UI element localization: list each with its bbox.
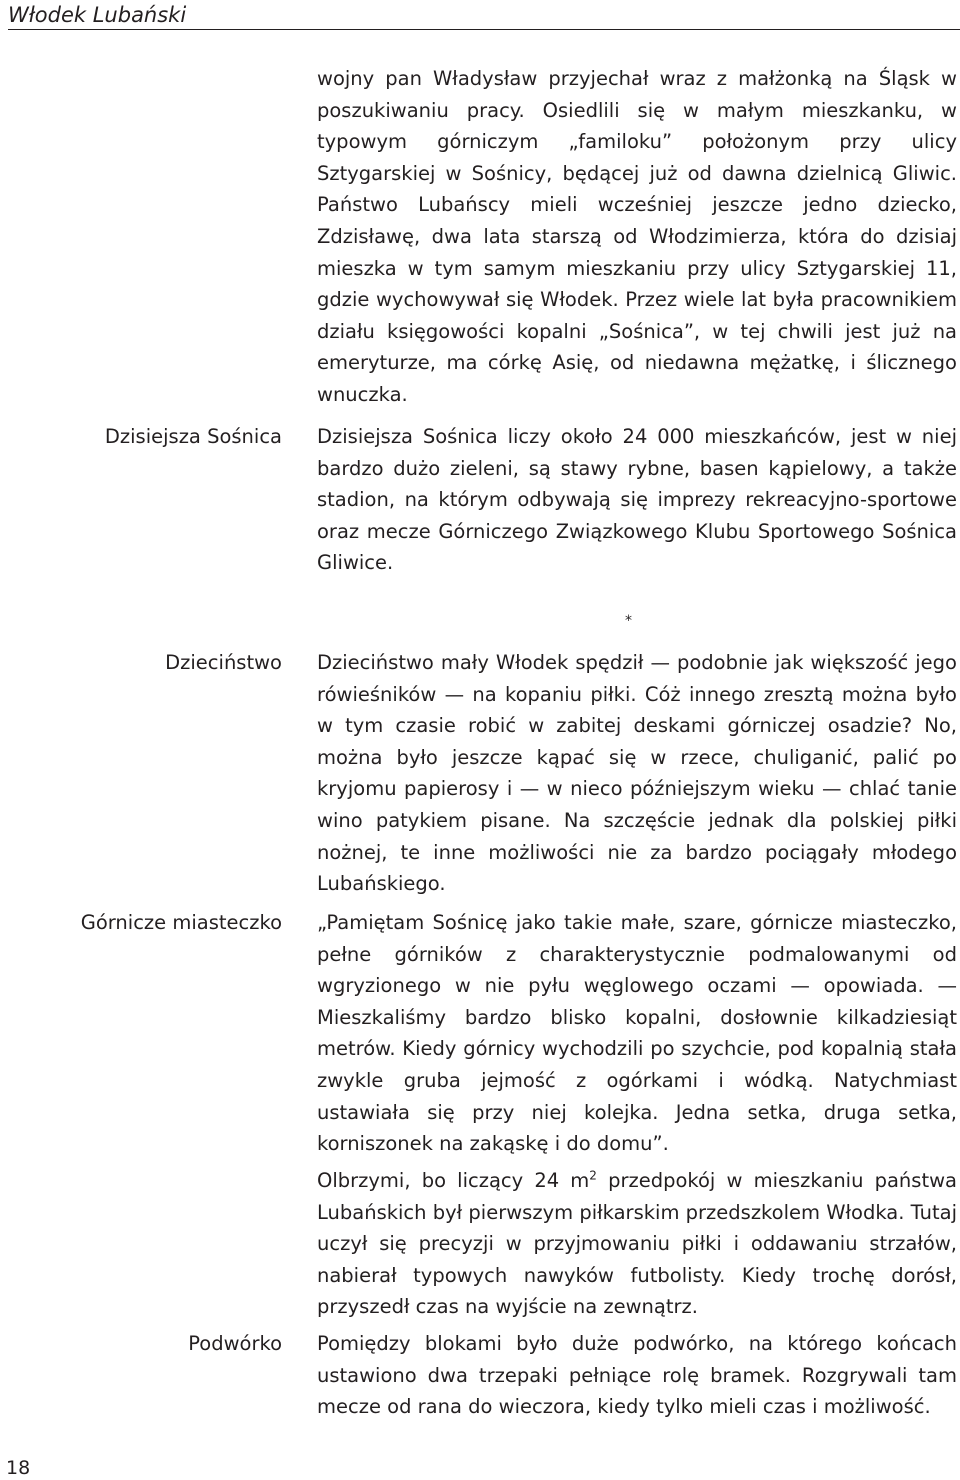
section-separator-asterism: * <box>625 613 632 629</box>
paragraph-text: wojny pan Władysław przyjechał wraz z małżonką na Śląsk w poszukiwaniu pracy. Osiedlili się w małym mieszkanku, w typowym górniczym „familoku” położonym przy ulicy Sztygarskiej w Sośnicy, będącej już od dawna dzielnicą Gliwic. Państwo Lubańscy mieli wcześniej jeszcze jedno dziecko, Zdzisławę, dwa lata starszą od Włodzimierza, która do dzisiaj mieszka w tym samym mieszkaniu przy ulicy Sztygarskiej 11, gdzie wychowywał się Włodek. Przez wiele lat była pracownikiem działu księgowości kopalni „Sośnica”, w tej chwili jest już na emeryturze, ma córkę Asię, od niedawna mężatkę, i ślicznego wnuczka. <box>317 67 957 406</box>
sidenote-gornicze-miasteczko: Górnicze miasteczko <box>80 911 282 934</box>
paragraph-text-part: przedpokój w mieszkaniu państwa Lubańskich był pierwszym piłkarskim przedszkolem Włodka. Tutaj uczył się precyzji w przyjmowaniu piłki i oddawaniu strzałów, nabierał typowych nawyków futbolisty. Kiedy trochę dorósł, przyszedł czas na wyjście na zewnątrz. <box>317 1169 957 1319</box>
body-paragraph-6 <box>317 1328 957 1423</box>
superscript: 2 <box>589 1168 597 1183</box>
body-paragraph-4 <box>317 907 957 1160</box>
sidenote-podworko: Podwórko <box>188 1332 282 1355</box>
body-paragraph-1 <box>317 63 957 411</box>
header-rule <box>8 29 960 30</box>
paragraph-text: Dzieciństwo mały Włodek spędził — podobnie jak większość jego rówieśników — na kopaniu piłki. Cóż innego zresztą można było w tym czasie robić w zabitej deskami górniczej osadzie? No, można było jeszcze kąpać się w rzece, chuliganić, palić po kryjomu papierosy i — w nieco późniejszym wieku — chlać tanie wino patykiem pisane. Na szczęście jednak dla polskiej piłki nożnej, te inne możliwości nie za bardzo pociągały młodego Lubańskiego. <box>317 651 957 896</box>
running-head: Włodek Lubański <box>8 3 187 27</box>
paragraph-text-part: Olbrzymi, bo liczący 24 m <box>317 1169 590 1192</box>
sidenote-dzisiejsza-sosnica: Dzisiejsza Sośnica <box>104 425 282 448</box>
paragraph-text: Pomiędzy blokami było duże podwórko, na którego końcach ustawiono dwa trzepaki pełniące rolę bramek. Rozgrywali tam mecze od rana do wieczora, kiedy tylko mieli czas i możliwość. <box>317 1332 957 1419</box>
body-paragraph-5 <box>317 1165 957 1323</box>
paragraph-text: „Pamiętam Sośnicę jako takie małe, szare, górnicze miasteczko, pełne górników z charakterystycznie podmalowanymi od wgryzionego w nie pyłu węglowego oczami — opowiada. — Mieszkaliśmy bardzo blisko kopalni, dosłownie kilkadziesiąt metrów. Kiedy górnicy wychodzili po szychcie, pod kopalnią stała zwykle gruba jejmość z ogórkami i wódką. Natychmiast ustawiała się przy niej kolejka. Jedna setka, druga setka, korniszonek na zakąskę i do domu”. <box>317 911 957 1156</box>
body-paragraph-2 <box>317 421 957 579</box>
paragraph-text: Dzisiejsza Sośnica liczy około 24 000 mieszkańców, jest w niej bardzo dużo zieleni, są stawy rybne, basen kąpielowy, a także stadion, na którym odbywają się imprezy rekreacyjno-sportowe oraz mecze Górniczego Związkowego Klubu Sportowego Sośnica Gliwice. <box>317 425 957 575</box>
body-paragraph-3 <box>317 647 957 900</box>
paragraph-text <box>317 1165 957 1323</box>
page-number: 18 <box>6 1457 31 1479</box>
sidenote-dziecinstwo: Dzieciństwo <box>165 651 282 674</box>
